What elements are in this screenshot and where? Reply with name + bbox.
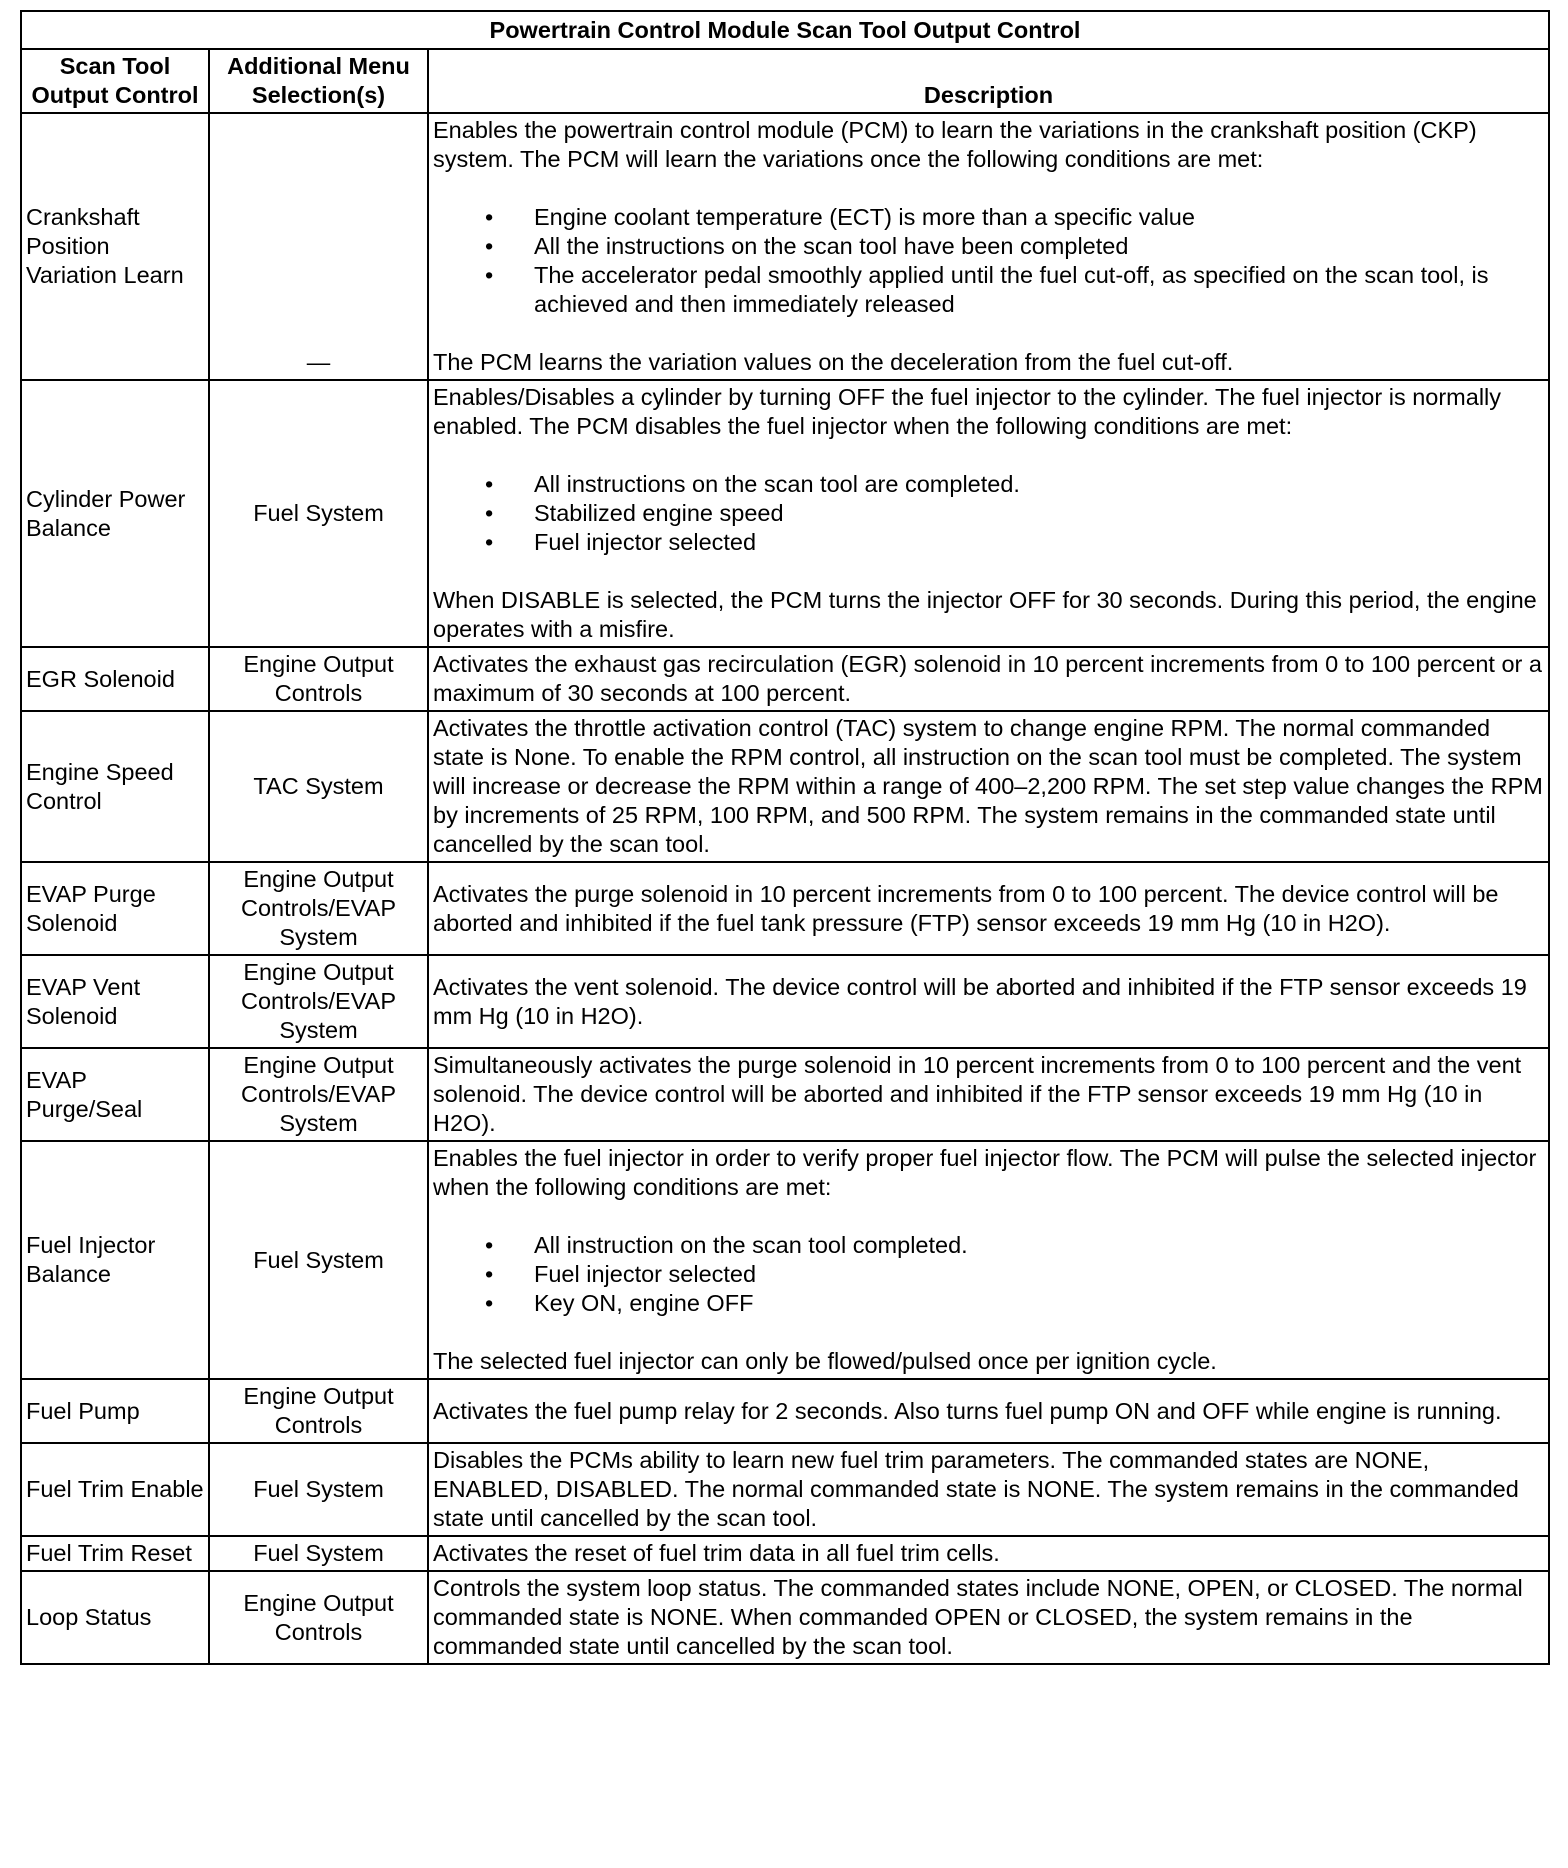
output-control-cell: Fuel Injector Balance bbox=[21, 1141, 209, 1379]
table-row bbox=[21, 862, 1549, 955]
table-row bbox=[21, 1048, 1549, 1141]
menu-selection-cell: Engine Output Controls/EVAP System bbox=[209, 955, 428, 1048]
menu-selection-cell: Engine Output Controls/EVAP System bbox=[209, 862, 428, 955]
description-outro: The PCM learns the variation values on the deceleration from the fuel cut-off. bbox=[433, 349, 1234, 375]
menu-selection-cell: Engine Output Controls/EVAP System bbox=[209, 1048, 428, 1141]
description-cell: Simultaneously activates the purge solenoid in 10 percent increments from 0 to 100 percent and the vent solenoid. The device control will be aborted and inhibited if the FTP sensor exceeds 19 mm Hg (10 in H2O). bbox=[428, 1048, 1549, 1141]
description-cell bbox=[428, 380, 1549, 647]
output-control-cell: Fuel Trim Reset bbox=[21, 1536, 209, 1571]
condition-item: • All instructions on the scan tool are completed. bbox=[433, 470, 1544, 499]
description-intro: Enables/Disables a cylinder by turning OFF the fuel injector to the cylinder. The fuel injector is normally enabled. The PCM disables the fuel injector when the following conditions are met: bbox=[433, 384, 1502, 439]
header-description: Description bbox=[428, 49, 1549, 113]
table-row bbox=[21, 955, 1549, 1048]
description-cell bbox=[428, 1141, 1549, 1379]
output-control-cell: Crankshaft Position Variation Learn bbox=[21, 113, 209, 380]
output-control-table bbox=[20, 10, 1550, 1665]
output-control-cell: Loop Status bbox=[21, 1571, 209, 1664]
table-row bbox=[21, 711, 1549, 862]
header-output-control-line1: Scan Tool bbox=[59, 53, 171, 79]
menu-selection-cell: Fuel System bbox=[209, 1141, 428, 1379]
menu-selection-cell: Engine Output Controls bbox=[209, 647, 428, 711]
output-control-cell: Cylinder Power Balance bbox=[21, 380, 209, 647]
header-menu-selection bbox=[209, 49, 428, 113]
description-intro: Enables the fuel injector in order to verify proper fuel injector flow. The PCM will pulse the selected injector when the following conditions are met: bbox=[433, 1145, 1537, 1200]
table-row bbox=[21, 1443, 1549, 1536]
description-cell: Disables the PCMs ability to learn new fuel trim parameters. The commanded states are NONE, ENABLED, DISABLED. The normal commanded state is NONE. The system remains in the commanded state until cancelled by the scan tool. bbox=[428, 1443, 1549, 1536]
output-control-document bbox=[20, 10, 1550, 1665]
output-control-cell: EVAP Vent Solenoid bbox=[21, 955, 209, 1048]
description-outro: When DISABLE is selected, the PCM turns the injector OFF for 30 seconds. During this period, the engine operates with a misfire. bbox=[433, 587, 1537, 642]
description-cell: Activates the reset of fuel trim data in all fuel trim cells. bbox=[428, 1536, 1549, 1571]
condition-item: • All instruction on the scan tool completed. bbox=[433, 1231, 1544, 1260]
table-row bbox=[21, 1141, 1549, 1379]
description-cell: Activates the exhaust gas recirculation (EGR) solenoid in 10 percent increments from 0 to 100 percent or a maximum of 30 seconds at 100 percent. bbox=[428, 647, 1549, 711]
table-row bbox=[21, 1536, 1549, 1571]
condition-list bbox=[433, 470, 1544, 557]
output-control-cell: EGR Solenoid bbox=[21, 647, 209, 711]
menu-selection-cell: Engine Output Controls bbox=[209, 1379, 428, 1443]
condition-item: • Stabilized engine speed bbox=[433, 499, 1544, 528]
condition-item: • All the instructions on the scan tool have been completed bbox=[433, 232, 1544, 261]
description-cell: Controls the system loop status. The commanded states include NONE, OPEN, or CLOSED. The normal commanded state is NONE. When commanded OPEN or CLOSED, the system remains in the commanded state until cancelled by the scan tool. bbox=[428, 1571, 1549, 1664]
condition-item: • The accelerator pedal smoothly applied until the fuel cut-off, as specified on the scan tool, is achieved and then immediately released bbox=[433, 261, 1544, 319]
menu-selection-cell: Fuel System bbox=[209, 1443, 428, 1536]
title-row bbox=[21, 11, 1549, 49]
header-output-control-line2: Output Control bbox=[31, 82, 199, 108]
condition-item: • Fuel injector selected bbox=[433, 528, 1544, 557]
description-outro: The selected fuel injector can only be flowed/pulsed once per ignition cycle. bbox=[433, 1348, 1217, 1374]
header-menu-selection-line1: Additional Menu bbox=[227, 53, 410, 79]
description-cell: Activates the throttle activation control (TAC) system to change engine RPM. The normal commanded state is None. To enable the RPM control, all instruction on the scan tool must be completed. The system will increase or decrease the RPM within a range of 400–2,200 RPM. The set step value changes the RPM by increments of 25 RPM, 100 RPM, and 500 RPM. The system remains in the commanded state until cancelled by the scan tool. bbox=[428, 711, 1549, 862]
description-intro: Enables the powertrain control module (PCM) to learn the variations in the crankshaft position (CKP) system. The PCM will learn the variations once the following conditions are met: bbox=[433, 117, 1477, 172]
description-cell: Activates the vent solenoid. The device control will be aborted and inhibited if the FTP sensor exceeds 19 mm Hg (10 in H2O). bbox=[428, 955, 1549, 1048]
menu-selection-cell: — bbox=[209, 113, 428, 380]
description-cell bbox=[428, 113, 1549, 380]
output-control-cell: EVAP Purge Solenoid bbox=[21, 862, 209, 955]
header-menu-selection-line2: Selection(s) bbox=[251, 82, 386, 108]
description-cell: Activates the fuel pump relay for 2 seconds. Also turns fuel pump ON and OFF while engine is running. bbox=[428, 1379, 1549, 1443]
header-row bbox=[21, 49, 1549, 113]
output-control-cell: Engine Speed Control bbox=[21, 711, 209, 862]
table-row bbox=[21, 647, 1549, 711]
menu-selection-cell: TAC System bbox=[209, 711, 428, 862]
condition-item: • Key ON, engine OFF bbox=[433, 1289, 1544, 1318]
menu-selection-cell: Fuel System bbox=[209, 380, 428, 647]
condition-item: • Fuel injector selected bbox=[433, 1260, 1544, 1289]
condition-list bbox=[433, 1231, 1544, 1318]
condition-item: • Engine coolant temperature (ECT) is more than a specific value bbox=[433, 203, 1544, 232]
description-cell: Activates the purge solenoid in 10 percent increments from 0 to 100 percent. The device control will be aborted and inhibited if the fuel tank pressure (FTP) sensor exceeds 19 mm Hg (10 in H2O). bbox=[428, 862, 1549, 955]
menu-selection-cell: Engine Output Controls bbox=[209, 1571, 428, 1664]
menu-selection-cell: Fuel System bbox=[209, 1536, 428, 1571]
output-control-cell: EVAP Purge/Seal bbox=[21, 1048, 209, 1141]
condition-list bbox=[433, 203, 1544, 319]
table-row bbox=[21, 113, 1549, 380]
output-control-cell: Fuel Pump bbox=[21, 1379, 209, 1443]
table-row bbox=[21, 380, 1549, 647]
table-title: Powertrain Control Module Scan Tool Output Control bbox=[21, 11, 1549, 49]
output-control-cell: Fuel Trim Enable bbox=[21, 1443, 209, 1536]
table-row bbox=[21, 1379, 1549, 1443]
header-output-control bbox=[21, 49, 209, 113]
table-row bbox=[21, 1571, 1549, 1664]
